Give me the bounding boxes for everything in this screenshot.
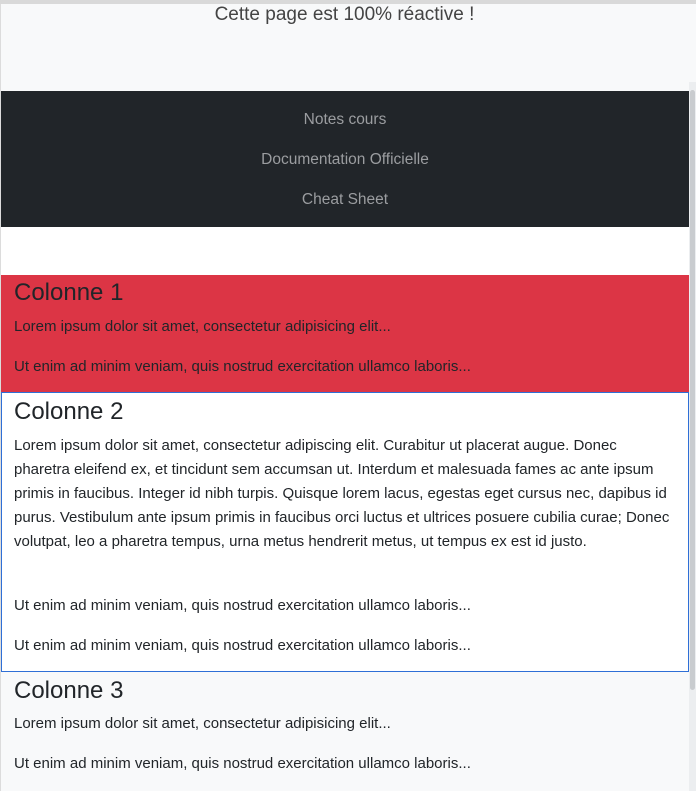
vertical-scrollbar[interactable]: [689, 82, 696, 791]
column-2-paragraph-1: Lorem ipsum dolor sit amet, consectetur adipiscing elit. Curabitur ut placerat augue. Donec pharetra eleifend ex, et tincidunt sem accumsan ut. Interdum et malesuada fames ac ante ipsum primis in faucibus. Integer id nibh turpis. Quisque lorem lacus, egestas eget cursus nec, dapibus id purus. Vestibulum ante ipsum primis in faucibus orci luctus et ultrices posuere cubilia curae; Donec volutpat, leo a pharetra tempus, urna metus hendrerit metus, ut tempus ex est id justo.: [14, 437, 670, 550]
column-2-paragraph-3: Ut enim ad minim veniam, quis nostrud exercitation ullamco laboris...: [14, 637, 471, 654]
column-1-paragraph-2: Ut enim ad minim veniam, quis nostrud exercitation ullamco laboris...: [14, 358, 471, 375]
nav-link-documentation-officielle[interactable]: Documentation Officielle: [261, 151, 429, 168]
nav-link-cheat-sheet[interactable]: Cheat Sheet: [301, 191, 389, 208]
column-2-paragraph-2: Ut enim ad minim veniam, quis nostrud exercitation ullamco laboris...: [14, 597, 471, 614]
column-2: [1, 392, 689, 672]
column-1: [1, 275, 689, 392]
navbar: [1, 91, 689, 227]
column-3-paragraph-1: Lorem ipsum dolor sit amet, consectetur adipisicing elit...: [14, 715, 391, 732]
column-3: [1, 672, 689, 791]
column-1-paragraph-1: Lorem ipsum dolor sit amet, consectetur adipisicing elit...: [14, 318, 391, 335]
page-title: Cette page est 100% réactive !: [214, 4, 475, 25]
page-header: [0, 4, 689, 44]
column-3-title: Colonne 3: [14, 677, 124, 704]
spacer: [1, 227, 689, 275]
scrollbar-thumb[interactable]: [690, 90, 695, 690]
column-3-paragraph-2: Ut enim ad minim veniam, quis nostrud exercitation ullamco laboris...: [14, 755, 471, 772]
column-1-title: Colonne 1: [14, 279, 124, 306]
column-2-title: Colonne 2: [14, 398, 124, 425]
nav-link-notes-cours[interactable]: Notes cours: [303, 111, 387, 128]
